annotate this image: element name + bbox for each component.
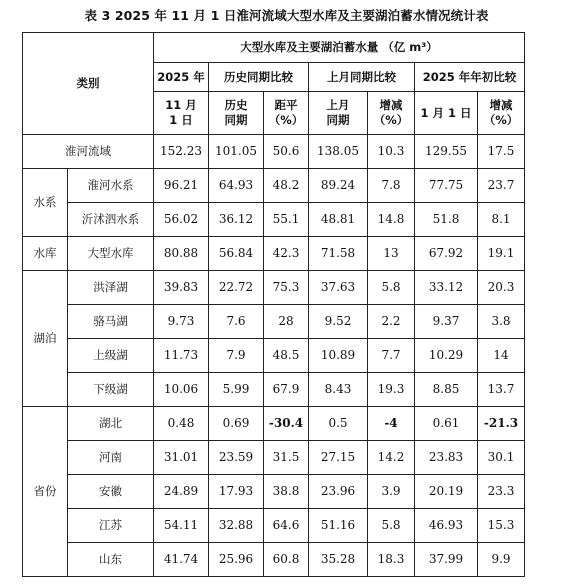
cell-anom: 38.8 — [264, 475, 309, 509]
row-label: 洪泽湖 — [68, 271, 154, 305]
header-col-chg1 — [368, 92, 415, 135]
cell-jan1: 33.12 — [415, 271, 478, 305]
header-col-last-line1: 上月 — [326, 98, 350, 112]
header-col-anom-line1: 距平 — [274, 98, 298, 112]
cell-chg2: 23.3 — [478, 475, 525, 509]
cell-chg2: 8.1 — [478, 203, 525, 237]
cell-jan1: 8.85 — [415, 373, 478, 407]
cell-anom: 48.5 — [264, 339, 309, 373]
cell-last: 138.05 — [309, 135, 368, 169]
cell-chg2: 9.9 — [478, 543, 525, 577]
cell-jan1: 51.8 — [415, 203, 478, 237]
cell-anom: 48.2 — [264, 169, 309, 203]
header-col-chg2-line1: 增减 — [489, 98, 513, 112]
cell-last: 51.16 — [309, 509, 368, 543]
table-row — [23, 305, 525, 339]
cell-chg1: 3.9 — [368, 475, 415, 509]
cell-anom: 31.5 — [264, 441, 309, 475]
group-label-reservoir: 水库 — [23, 237, 68, 271]
cell-hist: 7.9 — [209, 339, 264, 373]
header-main-title: 大型水库及主要湖泊蓄水量 （亿 m³） — [154, 33, 525, 63]
row-label: 安徽 — [68, 475, 154, 509]
cell-chg1: 2.2 — [368, 305, 415, 339]
cell-last: 9.52 — [309, 305, 368, 339]
cell-nov1: 39.83 — [154, 271, 209, 305]
cell-nov1: 9.73 — [154, 305, 209, 339]
header-col-hist-line2: 同期 — [224, 113, 248, 127]
row-label: 河南 — [68, 441, 154, 475]
row-label: 大型水库 — [68, 237, 154, 271]
cell-chg1: 10.3 — [368, 135, 415, 169]
cell-chg1: 13 — [368, 237, 415, 271]
cell-hist: 5.99 — [209, 373, 264, 407]
cell-anom: 55.1 — [264, 203, 309, 237]
table-row — [23, 237, 525, 271]
cell-anom: -30.4 — [264, 407, 309, 441]
reservoir-storage-table — [22, 32, 525, 577]
cell-chg2: 23.7 — [478, 169, 525, 203]
cell-chg2: 3.8 — [478, 305, 525, 339]
table-row-basin — [23, 135, 525, 169]
cell-nov1: 10.06 — [154, 373, 209, 407]
cell-nov1: 96.21 — [154, 169, 209, 203]
header-col-chg2 — [478, 92, 525, 135]
row-label: 上级湖 — [68, 339, 154, 373]
table-row — [23, 441, 525, 475]
table-row — [23, 475, 525, 509]
table-row — [23, 169, 525, 203]
cell-jan1: 77.75 — [415, 169, 478, 203]
header-col-hist — [209, 92, 264, 135]
header-col-jan1: 1 月 1 日 — [415, 92, 478, 135]
cell-hist: 32.88 — [209, 509, 264, 543]
cell-hist: 7.6 — [209, 305, 264, 339]
header-col-chg1-line1: 增减 — [379, 98, 403, 112]
cell-jan1: 129.55 — [415, 135, 478, 169]
cell-last: 0.5 — [309, 407, 368, 441]
cell-nov1: 152.23 — [154, 135, 209, 169]
cell-nov1: 80.88 — [154, 237, 209, 271]
cell-hist: 23.59 — [209, 441, 264, 475]
cell-hist: 17.93 — [209, 475, 264, 509]
table-row — [23, 543, 525, 577]
cell-hist: 64.93 — [209, 169, 264, 203]
cell-chg1: 19.3 — [368, 373, 415, 407]
cell-jan1: 0.61 — [415, 407, 478, 441]
cell-nov1: 31.01 — [154, 441, 209, 475]
header-category: 类别 — [23, 33, 154, 135]
cell-anom: 28 — [264, 305, 309, 339]
header-col-nov1 — [154, 92, 209, 135]
cell-last: 37.63 — [309, 271, 368, 305]
cell-jan1: 20.19 — [415, 475, 478, 509]
table-caption: 表 3 2025 年 11 月 1 日淮河流域大型水库及主要湖泊蓄水情况统计表 — [84, 8, 489, 23]
cell-chg2: -21.3 — [478, 407, 525, 441]
cell-jan1: 67.92 — [415, 237, 478, 271]
cell-chg2: 30.1 — [478, 441, 525, 475]
cell-chg1: -4 — [368, 407, 415, 441]
cell-nov1: 41.74 — [154, 543, 209, 577]
row-label: 沂沭泗水系 — [68, 203, 154, 237]
cell-chg2: 20.3 — [478, 271, 525, 305]
header-col-last — [309, 92, 368, 135]
cell-last: 23.96 — [309, 475, 368, 509]
cell-chg2: 17.5 — [478, 135, 525, 169]
table-row — [23, 509, 525, 543]
row-label: 山东 — [68, 543, 154, 577]
cell-jan1: 46.93 — [415, 509, 478, 543]
group-label-province: 省份 — [23, 407, 68, 577]
cell-nov1: 11.73 — [154, 339, 209, 373]
table-row — [23, 203, 525, 237]
header-group-yearstart: 2025 年年初比较 — [415, 63, 525, 92]
header-col-chg2-line2: （%） — [483, 113, 519, 127]
cell-chg1: 7.8 — [368, 169, 415, 203]
cell-jan1: 9.37 — [415, 305, 478, 339]
row-label: 骆马湖 — [68, 305, 154, 339]
cell-jan1: 23.83 — [415, 441, 478, 475]
cell-anom: 60.8 — [264, 543, 309, 577]
group-label-water-system: 水系 — [23, 169, 68, 237]
cell-jan1: 37.99 — [415, 543, 478, 577]
table-row — [23, 271, 525, 305]
cell-last: 71.58 — [309, 237, 368, 271]
cell-last: 48.81 — [309, 203, 368, 237]
cell-hist: 0.69 — [209, 407, 264, 441]
cell-chg2: 19.1 — [478, 237, 525, 271]
cell-last: 8.43 — [309, 373, 368, 407]
cell-hist: 101.05 — [209, 135, 264, 169]
cell-last: 27.15 — [309, 441, 368, 475]
cell-last: 35.28 — [309, 543, 368, 577]
header-col-chg1-line2: （%） — [373, 113, 409, 127]
cell-chg2: 15.3 — [478, 509, 525, 543]
cell-chg1: 18.3 — [368, 543, 415, 577]
cell-chg2: 14 — [478, 339, 525, 373]
cell-chg1: 14.8 — [368, 203, 415, 237]
header-group-lastmonth: 上月同期比较 — [309, 63, 415, 92]
cell-anom: 67.9 — [264, 373, 309, 407]
cell-last: 10.89 — [309, 339, 368, 373]
cell-chg1: 5.8 — [368, 509, 415, 543]
table-row — [23, 339, 525, 373]
cell-last: 89.24 — [309, 169, 368, 203]
table-row — [23, 373, 525, 407]
header-col-anom-line2: （%） — [268, 113, 304, 127]
header-col-nov1-line2: 1 日 — [169, 113, 193, 127]
header-col-nov1-line1: 11 月 — [165, 98, 197, 112]
cell-chg1: 5.8 — [368, 271, 415, 305]
group-label-lake: 湖泊 — [23, 271, 68, 407]
cell-anom: 50.6 — [264, 135, 309, 169]
cell-hist: 22.72 — [209, 271, 264, 305]
cell-hist: 25.96 — [209, 543, 264, 577]
cell-hist: 36.12 — [209, 203, 264, 237]
cell-nov1: 54.11 — [154, 509, 209, 543]
row-label: 下级湖 — [68, 373, 154, 407]
cell-chg1: 14.2 — [368, 441, 415, 475]
cell-anom: 64.6 — [264, 509, 309, 543]
header-group-2025: 2025 年 — [154, 63, 209, 92]
row-label: 湖北 — [68, 407, 154, 441]
header-group-hist: 历史同期比较 — [209, 63, 309, 92]
cell-anom: 42.3 — [264, 237, 309, 271]
table-row — [23, 407, 525, 441]
header-col-anom — [264, 92, 309, 135]
header-col-hist-line1: 历史 — [224, 98, 248, 112]
row-label: 江苏 — [68, 509, 154, 543]
cell-hist: 56.84 — [209, 237, 264, 271]
cell-chg1: 7.7 — [368, 339, 415, 373]
cell-nov1: 56.02 — [154, 203, 209, 237]
header-col-last-line2: 同期 — [326, 113, 350, 127]
cell-nov1: 24.89 — [154, 475, 209, 509]
row-label: 淮河水系 — [68, 169, 154, 203]
cell-anom: 75.3 — [264, 271, 309, 305]
cell-nov1: 0.48 — [154, 407, 209, 441]
cell-chg2: 13.7 — [478, 373, 525, 407]
row-label: 淮河流域 — [23, 135, 154, 169]
cell-jan1: 10.29 — [415, 339, 478, 373]
